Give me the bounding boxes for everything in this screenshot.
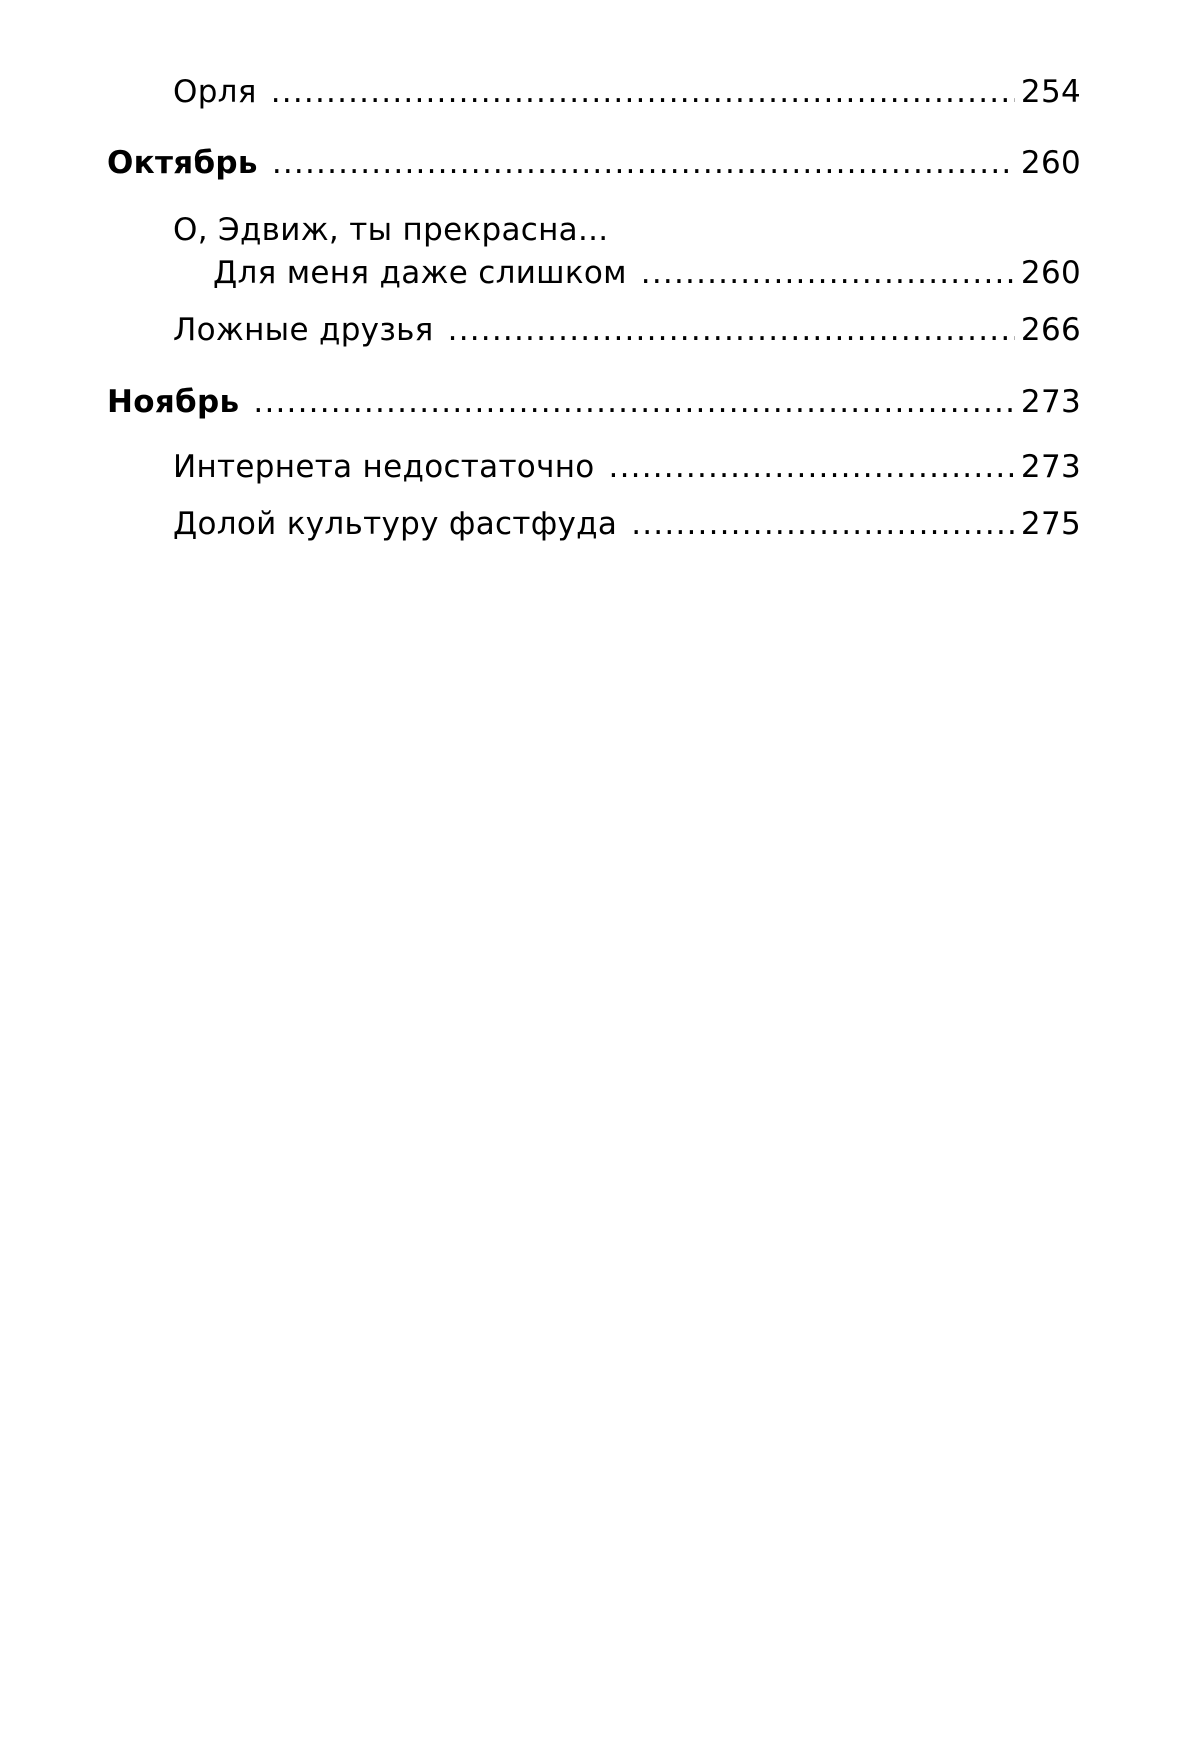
toc-page-number: 260 [1020, 255, 1081, 291]
dot-leader [253, 382, 1015, 422]
toc-entry[interactable] [213, 253, 1081, 293]
toc-entry-title: Долой культуру фастфуда [173, 506, 618, 542]
dot-leader [631, 504, 1015, 544]
dot-leader [609, 447, 1015, 487]
toc-page-number: 260 [1020, 145, 1081, 181]
toc-page-number: 266 [1020, 312, 1081, 348]
toc-entry-title: Ложные друзья [173, 312, 434, 348]
toc-section[interactable] [107, 143, 1081, 183]
toc-section[interactable] [107, 382, 1081, 422]
toc-section-title: Октябрь [107, 145, 258, 181]
toc-page-number: 273 [1020, 449, 1081, 485]
toc-entry[interactable] [173, 504, 1081, 544]
toc-entry-title: Интернета недостаточно [173, 449, 595, 485]
toc-section-title: Ноябрь [107, 384, 240, 420]
toc-page-number: 275 [1020, 506, 1081, 542]
dot-leader [272, 143, 1015, 183]
toc-page-number: 254 [1020, 74, 1081, 110]
toc-page-number: 273 [1020, 384, 1081, 420]
dot-leader [271, 72, 1015, 112]
toc-entry-title: Для меня даже слишком [213, 255, 627, 291]
dot-leader [448, 310, 1015, 350]
toc-entry-title-line[interactable]: О, Эдвиж, ты прекрасна... [173, 212, 609, 248]
toc-entry[interactable] [173, 310, 1081, 350]
dot-leader [641, 253, 1015, 293]
toc-entry-title: Орля [173, 74, 257, 110]
toc-entry[interactable] [173, 447, 1081, 487]
toc-entry[interactable] [173, 72, 1081, 112]
